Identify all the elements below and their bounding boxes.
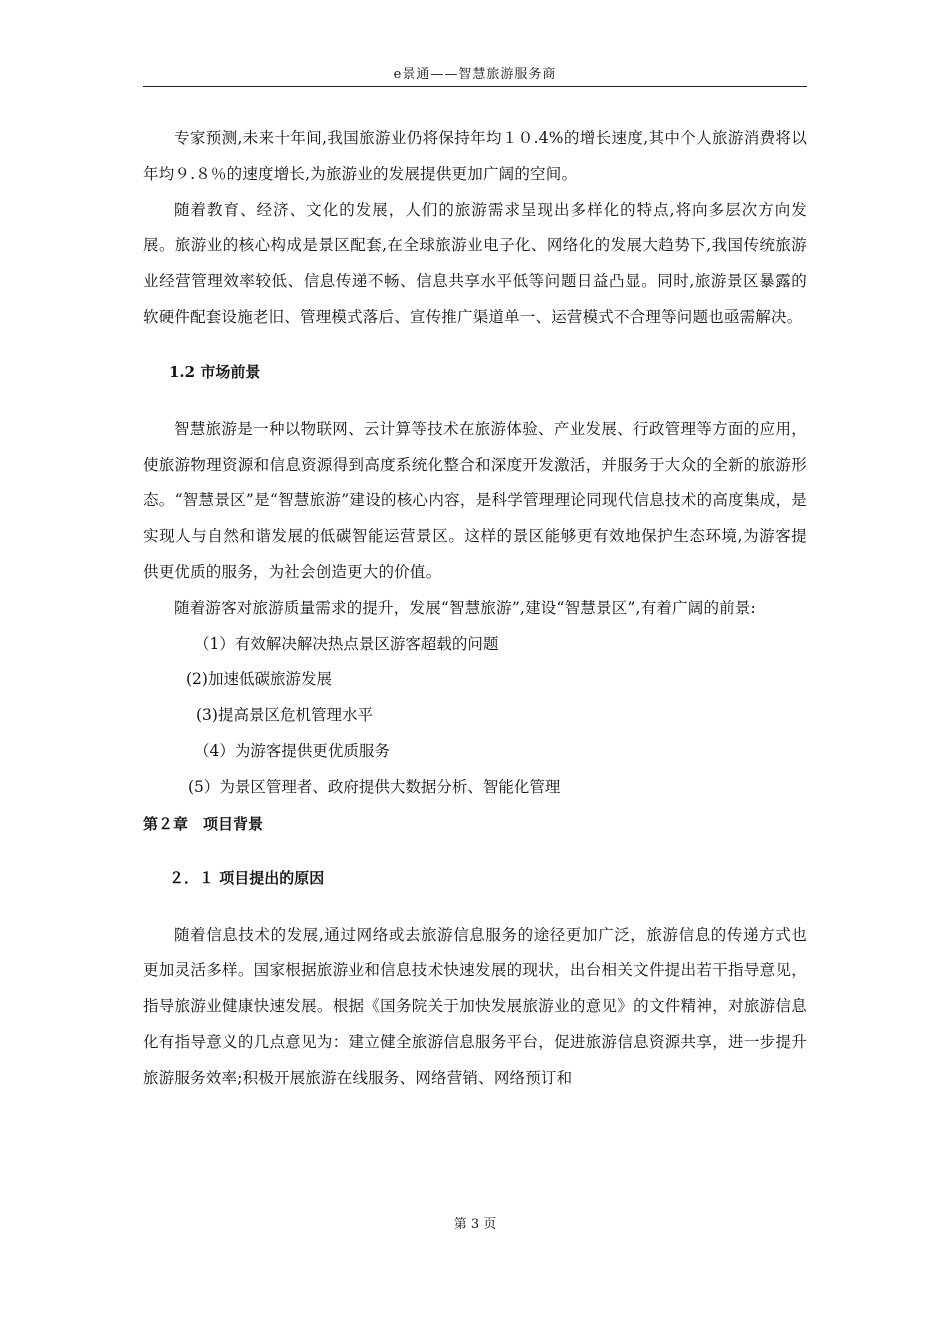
paragraph-smart-tourism: 智慧旅游是一种以物联网、云计算等技术在旅游体验、产业发展、行政管理等方面的应用，使旅游物理资源和信息资源得到高度系统化整合和深度开发激活，并服务于大众的全新的旅游形态。“智慧景区”是“智慧旅游”建设的核心内容，是科学管理理论同现代信息技术的高度集成，是实现人与自然和谐发展的低碳智能运营景区。这样的景区能够更有效地保护生态环境,为游客提供更优质的服务，为社会创造更大的价值。	[143, 419, 807, 581]
paragraph-forecast: 专家预测,未来十年间,我国旅游业仍将保持年均１０.4%的增长速度,其中个人旅游消费将以年均９.８％的速度增长,为旅游业的发展提供更加广阔的空间。	[143, 129, 807, 183]
list-item: (2)加速低碳旅游发展	[186, 670, 332, 689]
header-divider	[143, 86, 807, 87]
document-body	[143, 121, 807, 1097]
page-number: 第 3 页	[453, 1217, 497, 1232]
spacer	[143, 390, 807, 412]
list-item: （4）为游客提供更优质服务	[194, 741, 390, 760]
section-heading-2-1: ２．１ 项目提出的原因	[169, 868, 325, 887]
spacer	[143, 842, 807, 860]
list-item: （1）有效解决解决热点景区游客超载的问题	[194, 634, 499, 653]
paragraph-prospects-intro: 随着游客对旅游质量需求的提升，发展“智慧旅游”,建设“智慧景区”,有着广阔的前景:	[174, 598, 756, 617]
list-item: (3)提高景区危机管理水平	[196, 706, 373, 725]
chapter-heading-2: 第２章 项目背景	[143, 814, 264, 833]
paragraph-demand: 随着教育、经济、文化的发展，人们的旅游需求呈现出多样化的特点,将向多层次方向发展。旅游业的核心构成是景区配套,在全球旅游业电子化、网络化的发展大趋势下,我国传统旅游业经营管理效率较低、信息传递不畅、信息共享水平低等问题日益凸显。同时,旅游景区暴露的软硬件配套设施老旧、管理模式落后、宣传推广渠道单一、运营模式不合理等问题也亟需解决。	[143, 200, 807, 326]
spacer	[143, 336, 807, 354]
list-item: (5）为景区管理者、政府提供大数据分析、智能化管理	[188, 777, 561, 796]
paragraph-project-reason: 随着信息技术的发展,通过网络或去旅游信息服务的途径更加广泛，旅游信息的传递方式也更加灵活多样。国家根据旅游业和信息技术快速发展的现状，出台相关文件提出若干指导意见，指导旅游业健康快速发展。根据《国务院关于加快发展旅游业的意见》的文件精神，对旅游信息化有指导意义的几点意见为：建立健全旅游信息服务平台，促进旅游信息资源共享，进一步提升旅游服务效率;积极开展旅游在线服务、网络营销、网络预订和	[143, 925, 807, 1087]
spacer	[143, 896, 807, 918]
section-heading-1-2: 1.2 市场前景	[169, 362, 261, 381]
running-header: e景通——智慧旅游服务商	[393, 67, 557, 82]
